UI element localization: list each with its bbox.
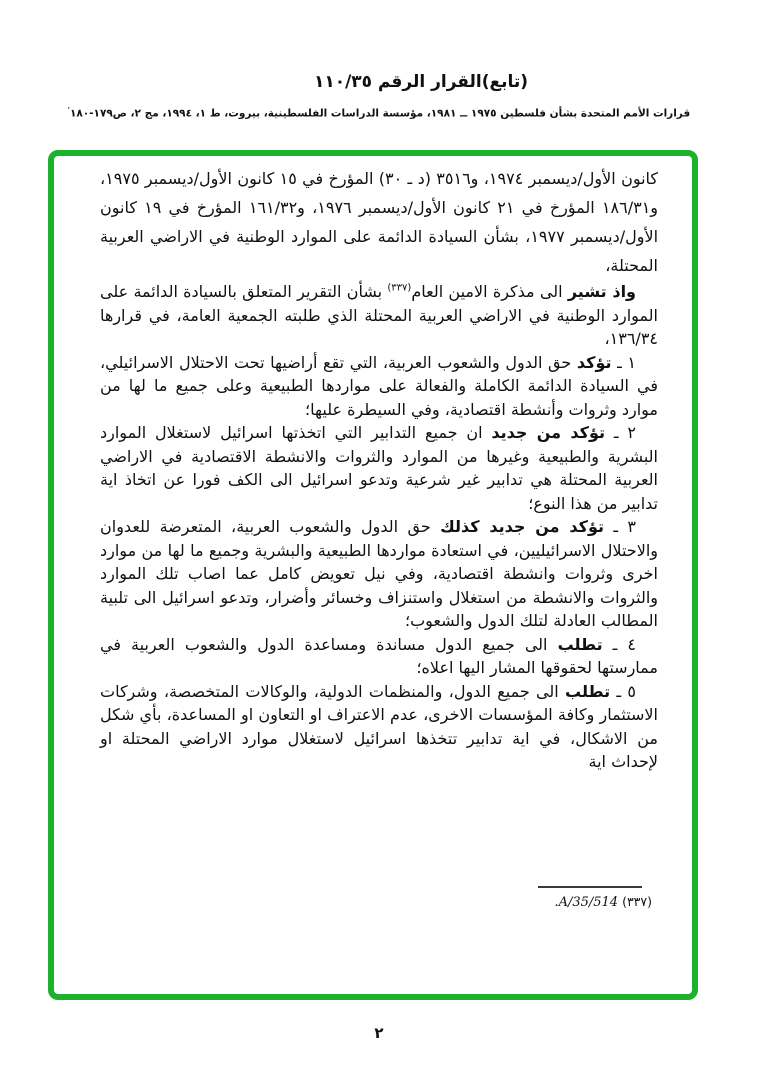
- paragraph-text: حق الدول والشعوب العربية، التي تقع أراضيها تحت الاحتلال الاسرائيلي، في السيادة الدائمة الكاملة والفعالة على مواردها الطبيعية وعلى جميع ما لها من موارد وثروات وأنشطة اقتصادية، وفي السيطرة عليها؛: [100, 352, 658, 419]
- footnote-document-symbol: A/35/514.: [554, 895, 619, 910]
- item-number: ٢ ـ: [605, 423, 637, 442]
- paragraph-text: حق الدول والشعوب العربية، المتعرضة للعدوان والاحتلال الاسرائيليين، في استعادة مواردها الطبيعية والبشرية وجميع ما لها من موارد اخرى وثروات وانشطة اقتصادية، وفي نيل تعويض كامل عما اصاب تلك الموارد والثروات والانشطة من استغلال واستنزاف وخسائر وأضرار، وتدعو اسرائيل الى تلبية المطالب العادلة لتلك الدول والشعوب؛: [100, 517, 658, 630]
- paragraph-item-2: [100, 421, 658, 515]
- footnote-separator-rule: [538, 886, 642, 888]
- paragraph-continuation: [100, 164, 658, 280]
- paragraph-lead: واذ تشير: [567, 282, 636, 301]
- paragraph-text: كانون الأول/ديسمبر ١٩٧٤، و٣٥١٦ (د ـ ٣٠) المؤرخ في ١٥ كانون الأول/ديسمبر ١٩٧٥، و١٨٦/٣١ المؤرخ في ٢١ كانون الأول/ديسمبر ١٩٧٦، و١٦١/٣٢ المؤرخ في ١٩ كانون الأول/ديسمبر ١٩٧٧، بشأن السيادة الدائمة على الموارد الوطنية في الاراضي العربية المحتلة،: [100, 169, 659, 275]
- paragraph-item-3: [100, 515, 658, 633]
- item-number: ١ ـ: [611, 352, 637, 372]
- footnote: [554, 894, 652, 910]
- paragraph-item-1: [100, 351, 658, 422]
- paragraph-lead: تؤكد: [576, 352, 612, 372]
- subtitle-mark: ': [67, 106, 70, 114]
- paragraph-text: الى جميع الدول مساندة ومساعدة الدول والشعوب العربية في ممارستها لحقوقها المشار اليها اعلاه؛: [100, 634, 658, 677]
- item-number: ٥ ـ: [610, 681, 637, 701]
- paragraph-text: الى مذكرة الامين العام: [411, 282, 568, 301]
- paragraph-lead: تطلب: [565, 681, 611, 701]
- page-number: ٢: [374, 1024, 384, 1042]
- item-number: ٤ ـ: [602, 634, 637, 654]
- resolution-body: [100, 164, 658, 774]
- paragraph-lead: تؤكد من جديد كذلك: [440, 517, 604, 536]
- paragraph-text: بشأن التقرير المتعلق بالسيادة الدائمة على الموارد الوطنية في الاراضي العربية المحتلة الذي طلبته الجمعية العامة، في قرارها ١٣٦/٣٤،: [100, 282, 658, 348]
- paragraph-text: ان جميع التدابير التي اتخذتها اسرائيل لاستغلال الموارد البشرية والطبيعية وغيرها من الموارد والثروات والانشطة الاقتصادية في الاراضي العربية المحتلة هي تدابير غير شرعية وتدعو اسرائيل الى الكف فورا عن اتخاذ اية تدابير من هذا النوع؛: [100, 423, 658, 513]
- item-number: ٣ ـ: [604, 517, 637, 536]
- paragraph-item-5: [100, 680, 658, 774]
- page-title: (تابع)القرار الرقم ١١٠/٣٥: [313, 72, 529, 92]
- bibliographic-subtitle: [30, 106, 728, 120]
- footnote-marker: (٣٣٧): [622, 894, 652, 909]
- subtitle-text: قرارات الأمم المتحدة بشأن فلسطين ١٩٧٥ ــ ١٩٨١، مؤسسة الدراسات الفلسطينية، بيروت، ط ١، ١٩٩٤، مج ٢، ص١٧٩-١٨٠: [69, 107, 691, 120]
- paragraph-lead: تؤكد من جديد: [491, 423, 605, 442]
- paragraph-lead: تطلب: [557, 634, 603, 654]
- paragraph-item-4: [100, 633, 658, 680]
- paragraph-text: الى جميع الدول، والمنظمات الدولية، والوكالات المتخصصة، وشركات الاستثمار وكافة المؤسسات الاخرى، عدم الاعتراف او التعاون او المساعدة، بأي شكل من الاشكال، في اية تدابير تتخذها اسرائيل لاستغلال موارد الاراضي المحتلة او لإحداث اية: [100, 681, 658, 771]
- paragraph-preamble: [100, 280, 658, 351]
- footnote-reference-337: (٣٣٧): [387, 282, 412, 294]
